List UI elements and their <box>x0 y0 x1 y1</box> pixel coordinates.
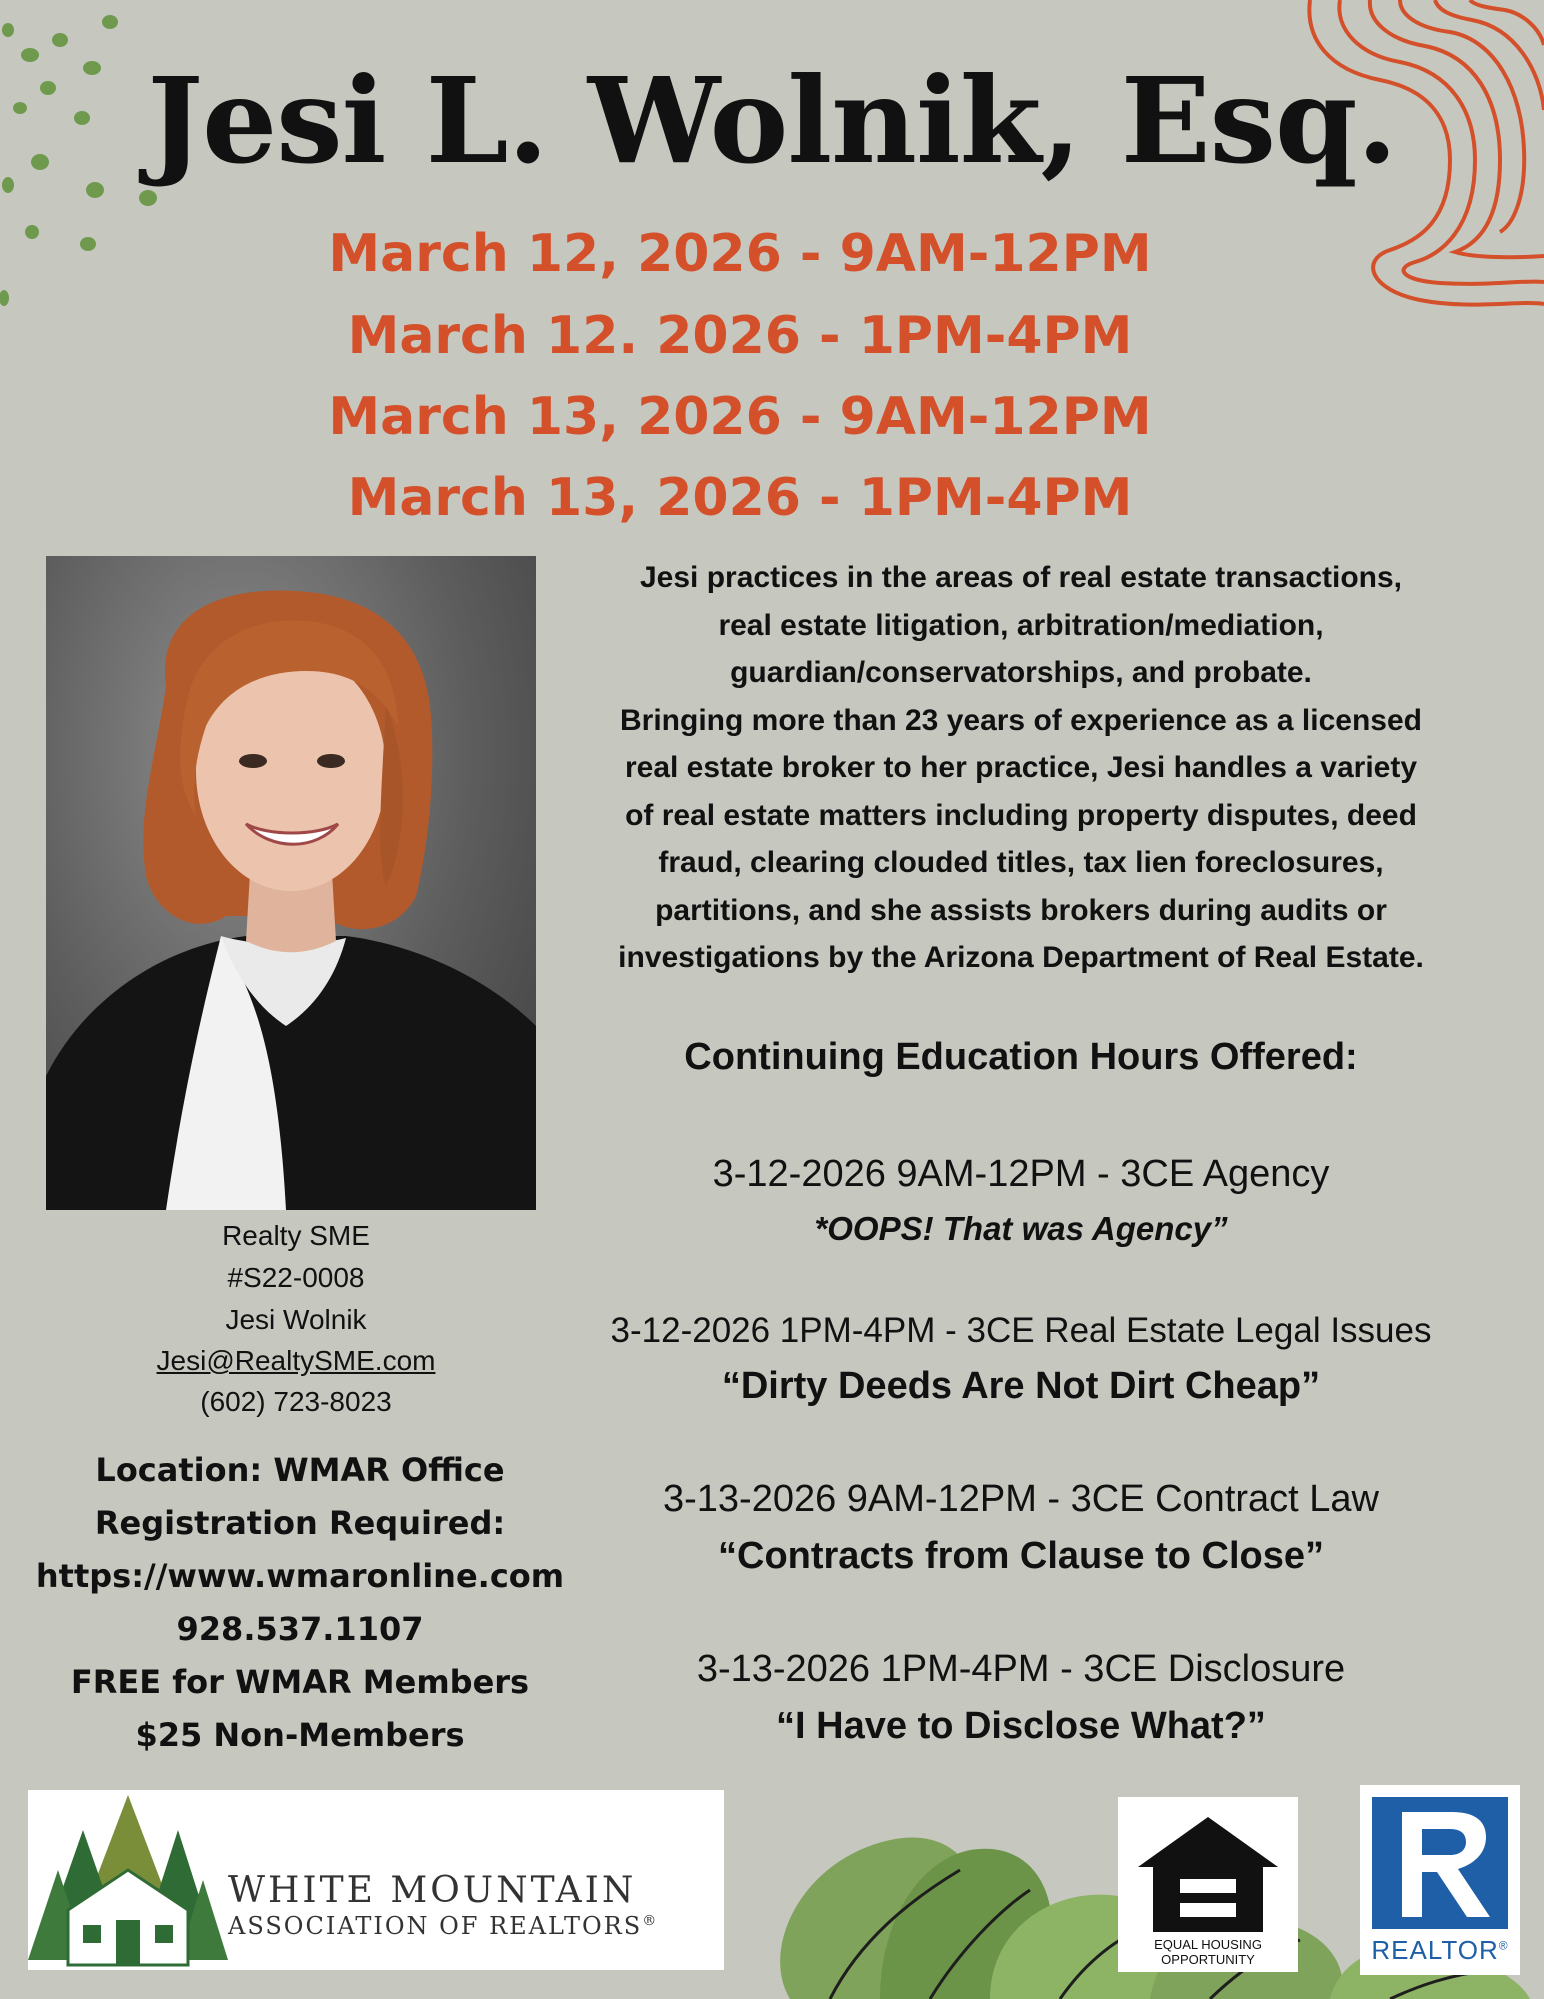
bio-line: of real estate matters including property disputes, deed <box>625 798 1417 832</box>
equal-housing-icon <box>1118 1797 1298 1937</box>
wmar-registered-mark: ® <box>642 1913 659 1929</box>
realtor-wordmark-text: REALTOR <box>1371 1935 1499 1965</box>
ce-course-1-time: 3-12-2026 9AM-12PM - 3CE Agency <box>712 1153 1330 1195</box>
member-price: FREE for WMAR Members <box>70 1663 530 1701</box>
contact-email-link[interactable]: Jesi@RealtySME.com <box>156 1345 436 1376</box>
ce-course-4-time: 3-13-2026 1PM-4PM - 3CE Disclosure <box>696 1648 1346 1690</box>
contact-company: Realty SME <box>222 1220 370 1251</box>
bio-line: fraud, clearing clouded titles, tax lien foreclosures, <box>658 846 1384 879</box>
page-title: Jesi L. Wolnik, Esq. <box>147 51 1397 190</box>
session-date-1: March 12, 2026 - 9AM-12PM <box>328 224 1152 284</box>
trees-house-icon <box>28 1790 228 1970</box>
bio-line: Jesi practices in the areas of real estate transactions, <box>639 561 1403 594</box>
bio-line: guardian/conservatorships, and probate. <box>730 656 1312 689</box>
equal-housing-logo <box>1118 1797 1298 1972</box>
bio-line: real estate broker to her practice, Jesi handles a variety <box>624 751 1418 784</box>
wmar-logo <box>28 1790 724 1970</box>
registration-line: Registration Required: <box>94 1504 506 1542</box>
contact-phone: (602) 723-8023 <box>200 1386 392 1417</box>
registration-url-link[interactable]: https://www.wmaronline.com <box>35 1557 565 1595</box>
registration-phone: 928.537.1107 <box>176 1610 424 1648</box>
ce-course-2-time: 3-12-2026 1PM-4PM - 3CE Real Estate Legal Issues <box>610 1311 1432 1350</box>
contact-license: #S22-0008 <box>227 1262 365 1293</box>
wmar-name-line2 <box>228 1912 728 1940</box>
bio-line: investigations by the Arizona Department of Real Estate. <box>618 941 1424 974</box>
ce-course-4-title: “I Have to Disclose What?” <box>776 1705 1266 1747</box>
realtor-wordmark <box>1360 1935 1520 1966</box>
eho-text-line2: OPPORTUNITY <box>1161 1952 1255 1967</box>
portrait-photo <box>46 556 536 1210</box>
eho-text-line1: EQUAL HOUSING <box>1154 1937 1262 1952</box>
bio-line: partitions, and she assists brokers during audits or <box>655 893 1387 927</box>
contact-name: Jesi Wolnik <box>225 1304 367 1335</box>
ce-course-2-title: “Dirty Deeds Are Not Dirt Cheap” <box>721 1365 1321 1407</box>
realtor-registered-mark: ® <box>1498 1938 1509 1953</box>
ce-course-3-time: 3-13-2026 9AM-12PM - 3CE Contract Law <box>663 1478 1379 1520</box>
bio-line: Bringing more than 23 years of experience as a licensed <box>620 703 1422 737</box>
session-date-3: March 13, 2026 - 9AM-12PM <box>328 387 1152 447</box>
wmar-name-line2-text: ASSOCIATION OF REALTORS <box>228 1912 643 1940</box>
session-date-2: March 12. 2026 - 1PM-4PM <box>347 306 1133 366</box>
non-member-price: $25 Non-Members <box>135 1716 465 1754</box>
bio-text <box>556 554 1486 982</box>
realtor-r-icon <box>1372 1797 1508 1929</box>
realtor-logo <box>1360 1785 1520 1975</box>
ce-course-1-title: *OOPS! That was Agency” <box>814 1210 1228 1247</box>
location-line: Location: WMAR Office <box>95 1451 505 1489</box>
ce-heading: Continuing Education Hours Offered: <box>684 1036 1358 1078</box>
ce-course-3-title: “Contracts from Clause to Close” <box>718 1535 1324 1577</box>
wmar-name-line1: WHITE MOUNTAIN <box>228 1870 637 1911</box>
session-date-4: March 13, 2026 - 1PM-4PM <box>347 468 1133 528</box>
bio-line: real estate litigation, arbitration/mediation, <box>718 608 1324 642</box>
